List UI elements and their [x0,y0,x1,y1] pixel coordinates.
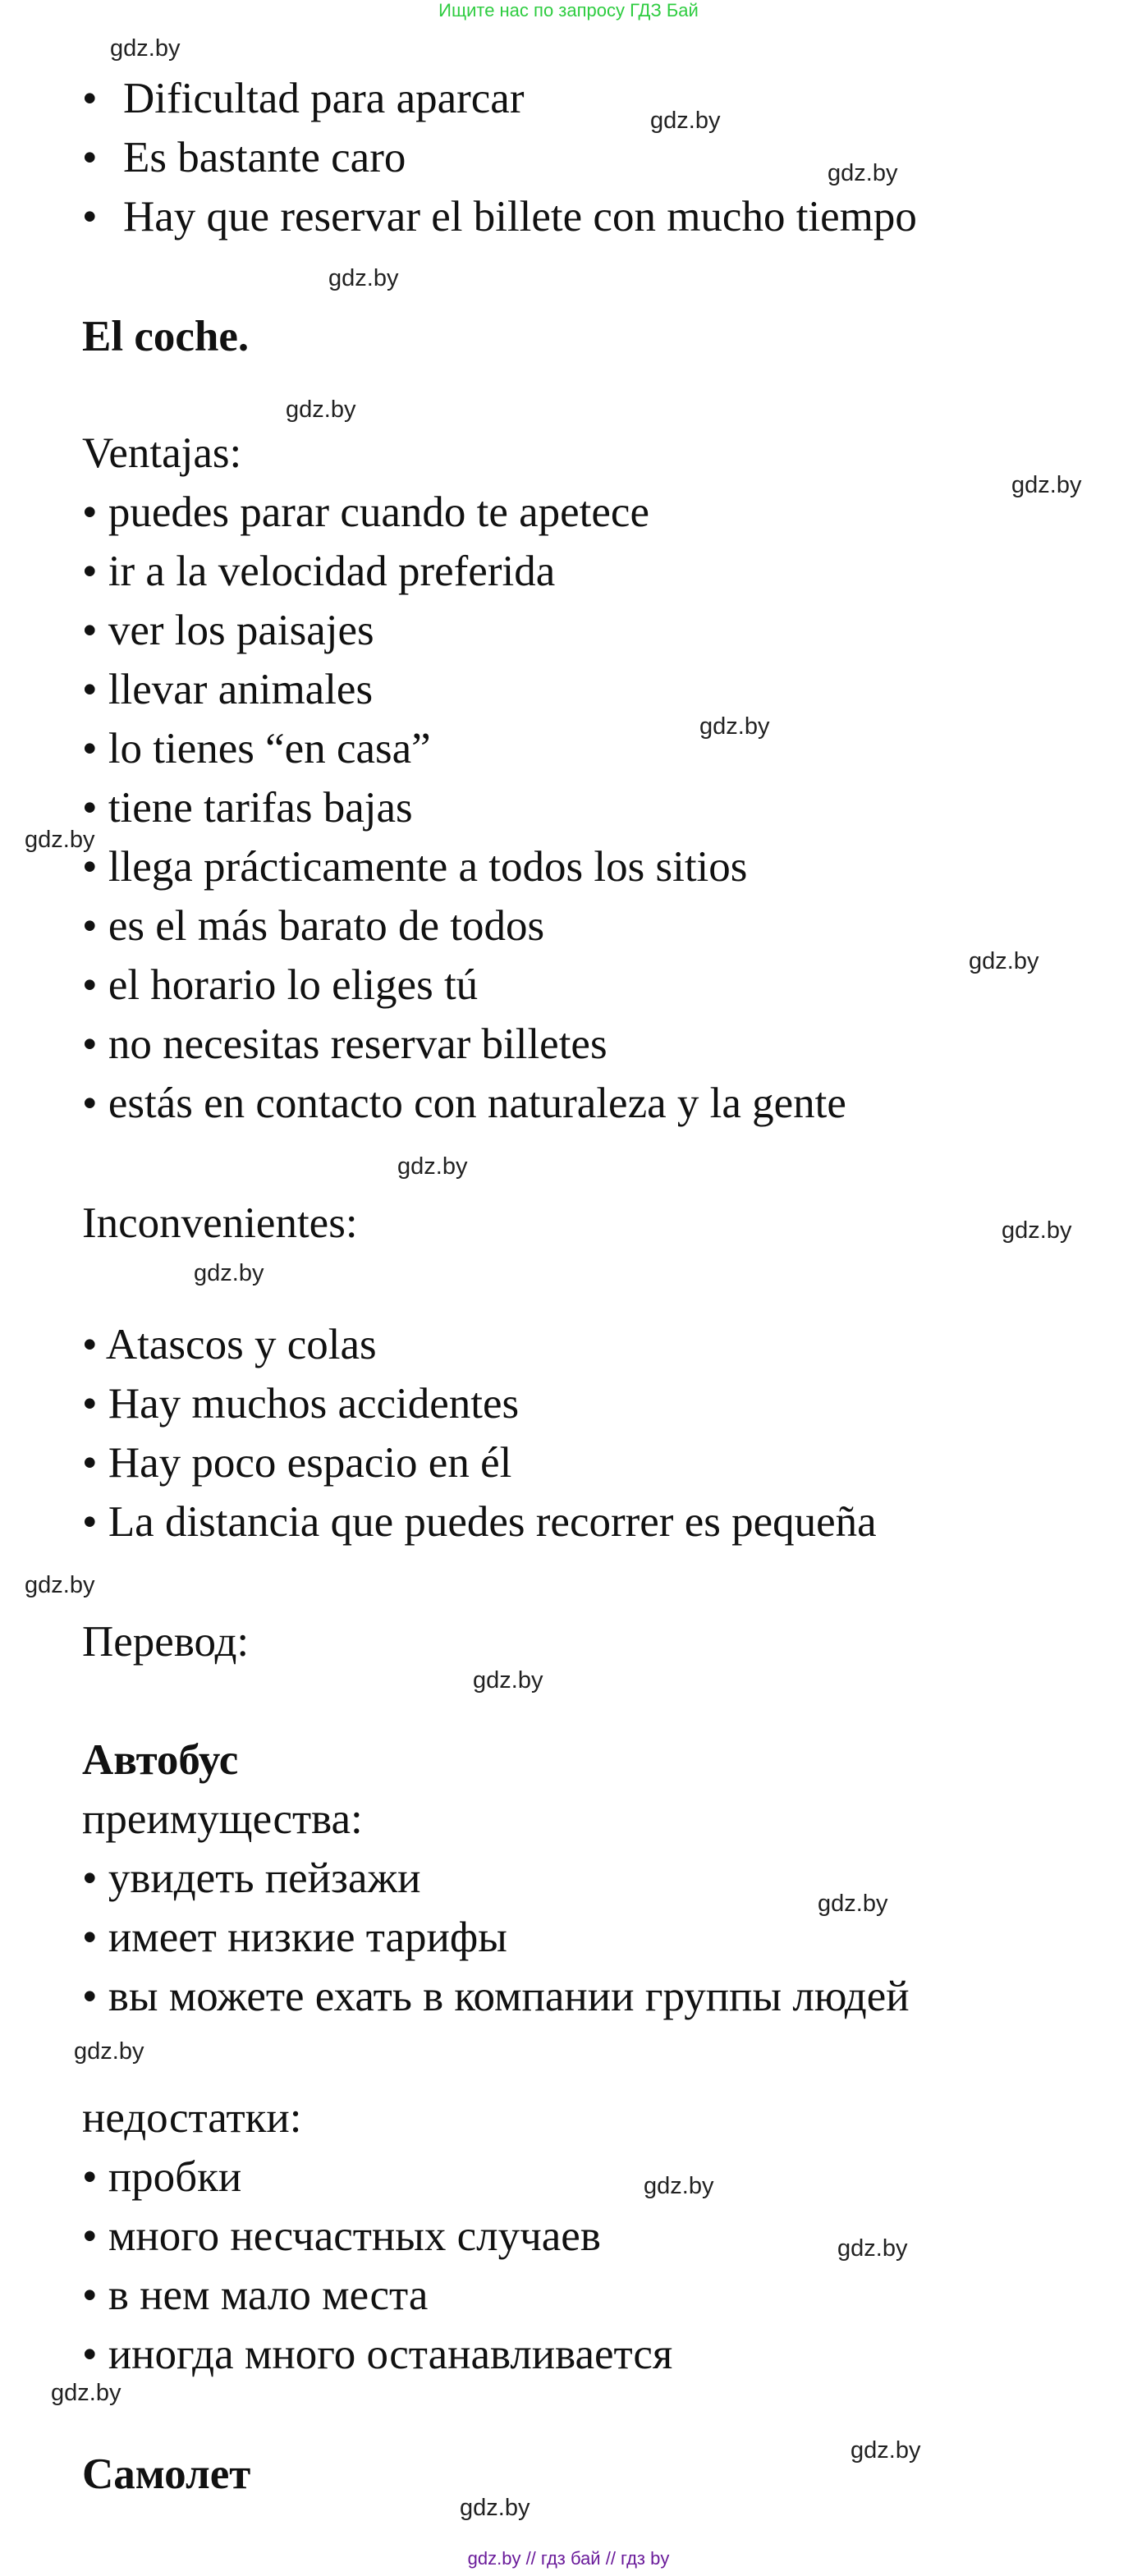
section-title-coche: El coche. [82,313,250,360]
list-item: • Hay que reservar el billete con mucho tiempo [82,193,917,241]
bullet-icon: • [82,902,98,950]
list-item: • ver los paisajes [82,607,374,654]
list-item: • es el más barato de todos [82,902,545,950]
watermark: gdz.by [850,2437,921,2464]
list-item: • no necesitas reservar billetes [82,1020,607,1068]
preimushchestva-label: преимущества: [82,1795,363,1843]
bullet-icon: • [82,1020,98,1068]
site-footer: gdz.by // гдз бай // гдз by [467,2548,670,2569]
bullet-icon: • [82,1321,98,1368]
list-item: • La distancia que puedes recorrer es pequeña [82,1498,877,1546]
bullet-icon: • [82,2331,98,2378]
list-item: • имеет низкие тарифы [82,1914,507,1961]
bullet-icon: • [82,1854,98,1902]
section-title-avtobus: Автобус [82,1736,239,1784]
bullet-icon: • [82,666,98,713]
watermark: gdz.by [828,160,898,186]
inconvenientes-label: Inconvenientes: [82,1199,358,1247]
watermark: gdz.by [110,35,181,62]
watermark: gdz.by [328,265,399,291]
bullet-icon: • [82,2271,98,2319]
ventajas-label: Ventajas: [82,429,242,477]
watermark: gdz.by [286,396,356,423]
list-item: • llevar animales [82,666,374,713]
bullet-icon: • [82,548,98,595]
watermark: gdz.by [25,827,95,853]
list-item: • Hay poco espacio en él [82,1439,512,1487]
section-title-samolet: Самолет [82,2450,251,2498]
bullet-icon: • [82,784,98,832]
bullet-icon: • [82,961,98,1009]
watermark: gdz.by [74,2038,144,2065]
watermark: gdz.by [650,108,721,134]
bullet-icon: • [82,1498,98,1546]
list-item: • Dificultad para aparcar [82,75,525,122]
watermark: gdz.by [1002,1217,1072,1244]
watermark: gdz.by [969,948,1039,974]
nedostatki-label: недостатки: [82,2094,302,2142]
bullet-icon: • [82,1079,98,1127]
list-item: • ir a la velocidad preferida [82,548,556,595]
search-banner: Ищите нас по запросу ГДЗ Бай [438,0,699,21]
list-item: • lo tienes “en casa” [82,725,431,772]
watermark: gdz.by [818,1891,888,1917]
bullet-icon: • [82,1439,98,1487]
watermark: gdz.by [460,2495,530,2521]
list-item: • llega prácticamente a todos los sitios [82,843,748,891]
bullet-icon: • [82,1380,98,1428]
bullet-icon: • [82,607,98,654]
list-item: • puedes parar cuando te apetece [82,488,649,536]
bullet-icon: • [82,843,98,891]
list-item: • увидеть пейзажи [82,1854,421,1902]
watermark: gdz.by [25,1572,95,1598]
bullet-icon: • [82,725,98,772]
bullet-icon: • [82,2153,98,2201]
bullet-icon: • [82,488,98,536]
list-item: • вы можете ехать в компании группы людей [82,1973,910,2020]
list-item: • пробки [82,2153,242,2201]
watermark: gdz.by [837,2235,908,2262]
watermark: gdz.by [194,1260,264,1286]
list-item: • Atascos y colas [82,1321,377,1368]
bullet-icon: • [82,193,98,241]
watermark: gdz.by [699,713,770,740]
watermark: gdz.by [51,2380,121,2406]
list-item: • Hay muchos accidentes [82,1380,520,1428]
watermark: gdz.by [397,1153,468,1180]
list-item: • Es bastante caro [82,134,406,181]
watermark: gdz.by [473,1667,543,1694]
watermark: gdz.by [644,2173,714,2199]
list-item: • много несчастных случаев [82,2212,601,2260]
watermark: gdz.by [1011,472,1082,498]
bullet-icon: • [82,2212,98,2260]
bullet-icon: • [82,75,98,122]
perevod-label: Перевод: [82,1618,250,1666]
bullet-icon: • [82,134,98,181]
list-item: • tiene tarifas bajas [82,784,413,832]
bullet-icon: • [82,1914,98,1961]
list-item: • в нем мало места [82,2271,429,2319]
list-item: • estás en contacto con naturaleza y la gente [82,1079,846,1127]
bullet-icon: • [82,1973,98,2020]
list-item: • иногда много останавливается [82,2331,673,2378]
list-item: • el horario lo eliges tú [82,961,479,1009]
